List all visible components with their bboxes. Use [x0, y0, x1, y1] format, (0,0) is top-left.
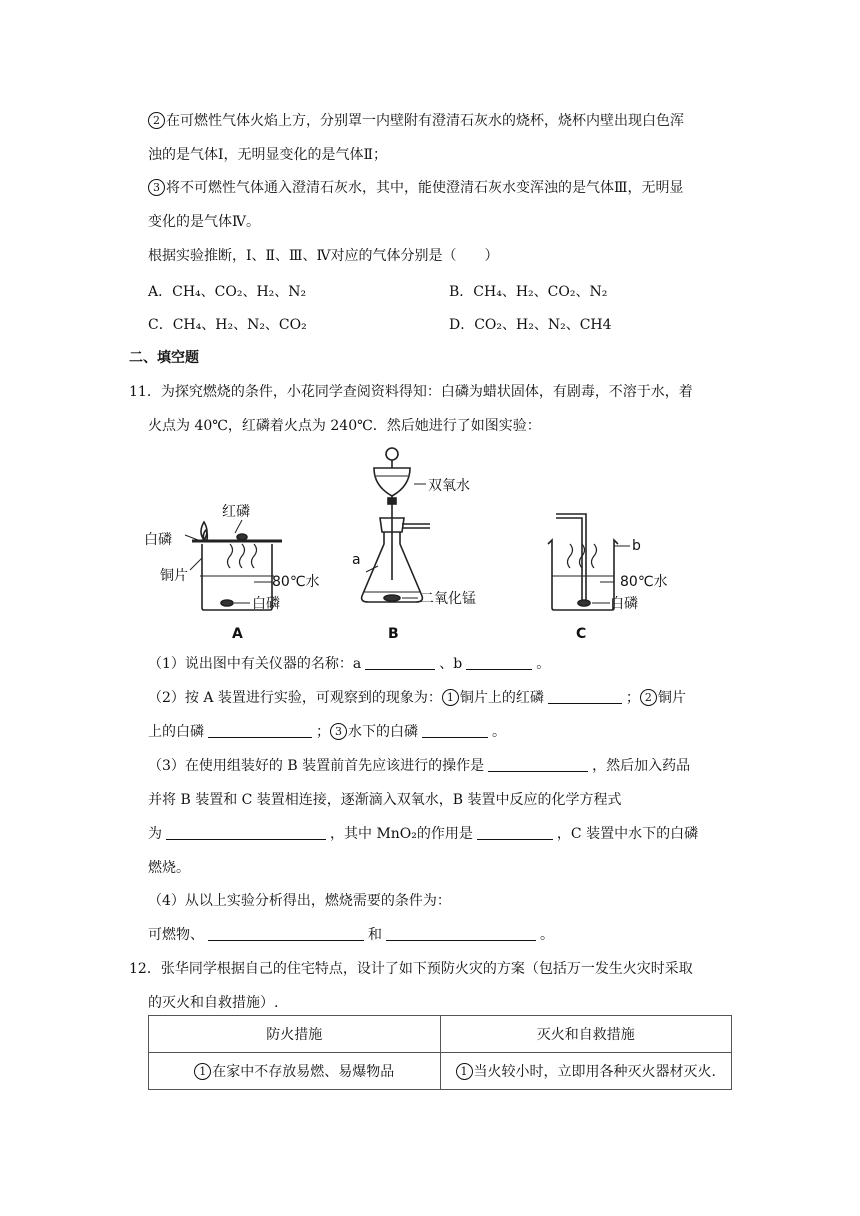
q11-part4-line1: （4）从以上实验分析得出，燃烧需要的条件为：	[148, 893, 451, 909]
label-white-phosphorus-a-bottom: 白磷	[252, 596, 280, 612]
q10-step3-line2: 变化的是气体Ⅳ。	[148, 214, 260, 230]
circled-number: 2	[640, 689, 657, 706]
q12-intro-line1: 12．张华同学根据自己的住宅特点，设计了如下预防火灾的方案（包括万一发生火灾时采取	[129, 961, 693, 977]
fire-measures-table	[148, 1015, 732, 1090]
label-hot-water-a: 80℃水	[272, 574, 320, 590]
q10-question: 根据实验推断，Ⅰ、Ⅱ、Ⅲ、Ⅳ对应的气体分别是（ ）	[148, 248, 499, 264]
answer-blank[interactable]	[477, 825, 553, 840]
q10-option-a: A．CH₄、CO₂、H₂、N₂	[148, 284, 307, 300]
q11-part2-line1: （2）按 A 装置进行实验，可观察到的现象为： 1 铜片上的红磷 ； 2 铜片	[148, 690, 686, 706]
table-header-row	[149, 1016, 732, 1053]
q11-part3-line3: 为 ，其中 MnO₂的作用是 ，C 装置中水下的白磷	[148, 826, 699, 842]
label-hot-water-c: 80℃水	[620, 574, 668, 590]
q10-step2-line2: 浊的是气体Ⅰ，无明显变化的是气体Ⅱ；	[148, 147, 388, 163]
apparatus-b	[362, 448, 430, 602]
q11-part2-line2: 上的白磷 ； 3 水下的白磷 。	[148, 724, 506, 740]
q12-intro-line2: 的灭火和自救措施）.	[148, 995, 279, 1011]
q10-option-b: B．CH₄、H₂、CO₂、N₂	[449, 284, 608, 300]
table-header: 防火措施	[149, 1016, 441, 1053]
label-b: B	[388, 626, 399, 642]
q10-step2-line1: 2 在可燃性气体火焰上方，分别罩一内壁附有澄清石灰水的烧杯，烧杯内壁出现白色浑	[148, 111, 684, 131]
table-row	[149, 1053, 732, 1090]
answer-blank[interactable]	[365, 655, 435, 670]
circled-number: 2	[148, 112, 165, 129]
q11-part1: （1）说出图中有关仪器的名称：a 、b 。	[148, 656, 551, 672]
answer-blank[interactable]	[386, 926, 536, 941]
answer-blank[interactable]	[466, 655, 532, 670]
q11-part3-line1: （3）在使用组装好的 B 装置前首先应该进行的操作是 ，然后加入药品	[148, 758, 691, 774]
label-hydrogen-peroxide: 双氧水	[428, 478, 470, 494]
table-cell: 1 在家中不存放易燃、易爆物品	[149, 1053, 441, 1090]
table-header: 灭火和自救措施	[440, 1016, 732, 1053]
label-c: C	[576, 626, 587, 642]
answer-blank[interactable]	[548, 689, 622, 704]
label-a: A	[232, 626, 243, 642]
q10-option-c: C．CH₄、H₂、N₂、CO₂	[148, 317, 307, 333]
label-white-phosphorus-a-top: 白磷	[144, 532, 172, 548]
label-manganese-dioxide: 二氧化锰	[420, 591, 476, 607]
circled-number: 3	[148, 179, 165, 196]
answer-blank[interactable]	[208, 926, 364, 941]
q11-intro-line2: 火点为 40℃，红磷着火点为 240℃．然后她进行了如图实验：	[148, 418, 541, 434]
answer-blank[interactable]	[166, 825, 326, 840]
circled-number: 3	[330, 723, 347, 740]
circled-number: 1	[442, 689, 459, 706]
q11-intro-line1: 11．为探究燃烧的条件，小花同学查阅资料得知：白磷为蜡状固体，有剧毒，不溶于水，着	[129, 384, 693, 400]
label-red-phosphorus: 红磷	[222, 504, 250, 520]
q11-part3-line2: 并将 B 装置和 C 装置相连接，逐渐滴入双氧水，B 装置中反应的化学方程式	[148, 792, 622, 808]
q10-option-d: D．CO₂、H₂、N₂、CH4	[449, 317, 612, 333]
q11-part4-line2: 可燃物、 和 。	[148, 927, 554, 943]
q11-part3-line4: 燃烧。	[148, 860, 190, 876]
q10-step3-line1: 3 将不可燃性气体通入澄清石灰水，其中，能使澄清石灰水变浑浊的是气体Ⅲ，无明显	[148, 178, 684, 198]
label-white-phosphorus-c: 白磷	[610, 596, 638, 612]
label-copper-plate: 铜片	[160, 568, 188, 584]
table-cell: 1 当火较小时，立即用各种灭火器材灭火.	[440, 1053, 732, 1090]
label-a-instrument: a	[352, 552, 361, 568]
label-b-instrument: b	[632, 538, 641, 554]
answer-blank[interactable]	[488, 757, 588, 772]
experiment-figure	[130, 440, 710, 645]
circled-number: 1	[456, 1063, 473, 1080]
circled-number: 1	[194, 1063, 211, 1080]
answer-blank[interactable]	[208, 723, 312, 738]
answer-blank[interactable]	[422, 723, 488, 738]
section-title: 二、填空题	[129, 350, 199, 366]
